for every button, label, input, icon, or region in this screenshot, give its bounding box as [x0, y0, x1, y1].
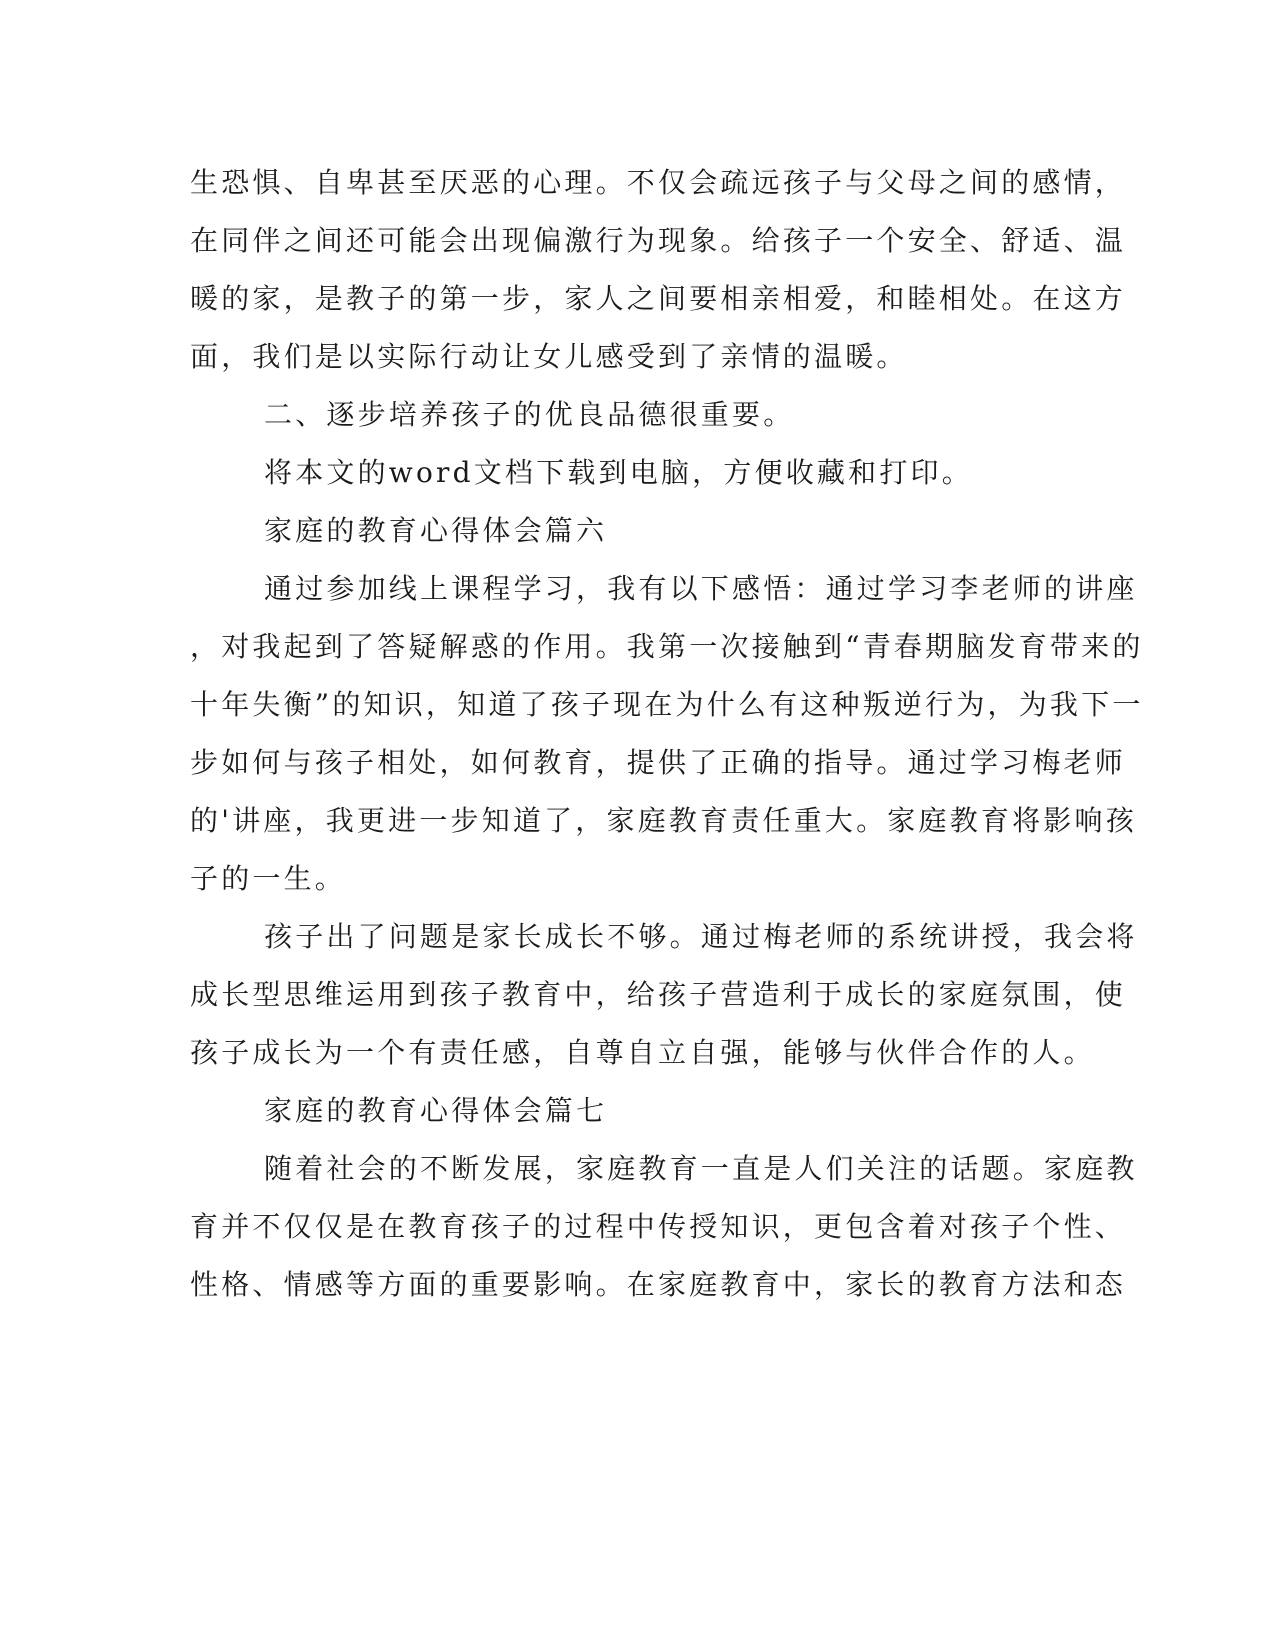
paragraph-line: 随着社会的不断发展，家庭教育一直是人们关注的话题。家庭教: [264, 1152, 1138, 1185]
paragraph-line: 通过参加线上课程学习，我有以下感悟：通过学习李老师的讲座: [264, 572, 1138, 605]
paragraph-line: 面，我们是以实际行动让女儿感受到了亲情的温暖。: [190, 340, 908, 373]
paragraph-line: 子的一生。: [190, 862, 347, 895]
paragraph-line: 在同伴之间还可能会出现偏激行为现象。给孩子一个安全、舒适、温: [190, 224, 1127, 257]
paragraph-line: 生恐惧、自卑甚至厌恶的心理。不仅会疏远孩子与父母之间的感情，: [190, 166, 1127, 199]
paragraph-line: 孩子出了问题是家长成长不够。通过梅老师的系统讲授，我会将: [264, 920, 1138, 953]
paragraph-line: 的'讲座，我更进一步知道了，家庭教育责任重大。家庭教育将影响孩: [190, 804, 1137, 837]
paragraph-line: 暖的家，是教子的第一步，家人之间要相亲相爱，和睦相处。在这方: [190, 282, 1127, 315]
section-title: 家庭的教育心得体会篇六: [264, 514, 608, 547]
paragraph-line: 孩子成长为一个有责任感，自尊自立自强，能够与伙伴合作的人。: [190, 1036, 1095, 1069]
paragraph-line: 成长型思维运用到孩子教育中，给孩子营造利于成长的家庭氛围，使: [190, 978, 1127, 1011]
section-title: 家庭的教育心得体会篇七: [264, 1094, 608, 1127]
paragraph-line: ，对我起到了答疑解惑的作用。我第一次接触到“青春期脑发育带来的: [190, 630, 1144, 663]
paragraph-line: 性格、情感等方面的重要影响。在家庭教育中，家长的教育方法和态: [190, 1268, 1127, 1301]
download-note: 将本文的word文档下载到电脑，方便收藏和打印。: [264, 456, 973, 489]
section-heading: 二、逐步培养孩子的优良品德很重要。: [264, 398, 795, 431]
paragraph-line: 步如何与孩子相处，如何教育，提供了正确的指导。通过学习梅老师: [190, 746, 1127, 779]
paragraph-line: 十年失衡”的知识，知道了孩子现在为什么有这种叛逆行为，为我下一: [190, 688, 1144, 721]
paragraph-line: 育并不仅仅是在教育孩子的过程中传授知识，更包含着对孩子个性、: [190, 1210, 1127, 1243]
